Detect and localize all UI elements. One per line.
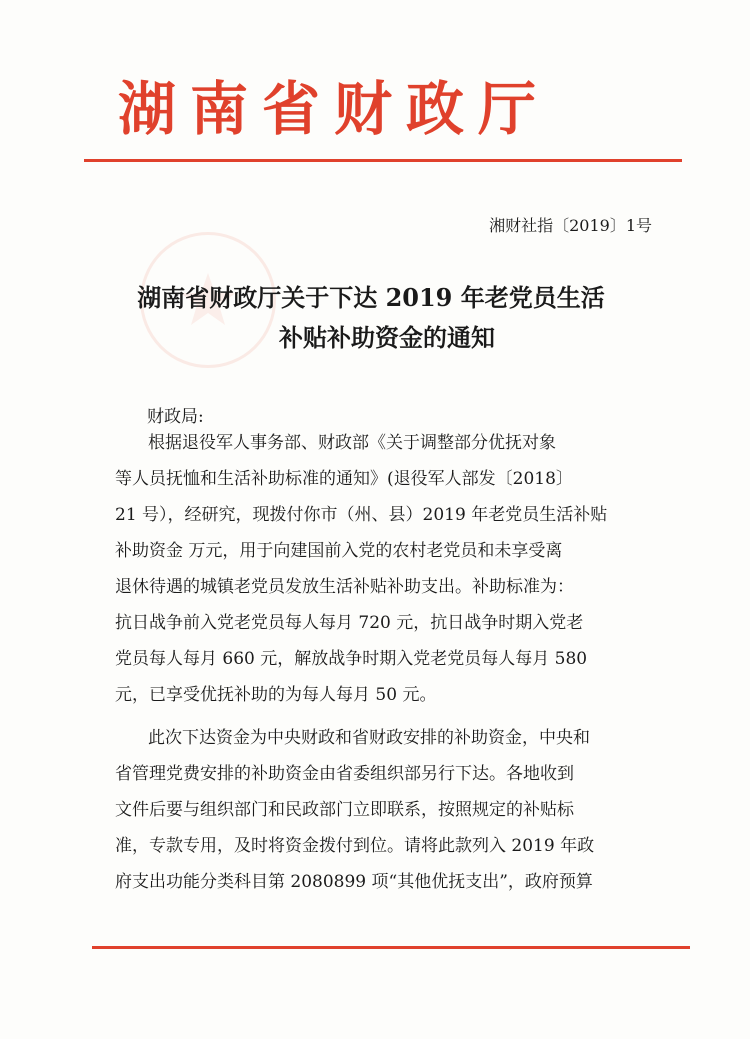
body-text-line: 准，专款专用，及时将资金拨付到位。请将此款列入 2019 年政 [115, 836, 595, 856]
document-title-line-2: 补贴补助资金的通知 [279, 323, 495, 352]
body-text-line: 抗日战争前入党老党员每人每月 720 元，抗日战争时期入党老 [115, 613, 584, 633]
addressee: 财政局: [147, 407, 204, 427]
body-text-line: 退休待遇的城镇老党员发放生活补贴补助支出。补助标准为： [115, 577, 574, 597]
body-text-line: 21 号），经研究，现拨付你市（州、县）2019 年老党员生活补贴 [115, 505, 608, 525]
document-title-line-1: 湖南省财政厅关于下达 2019 年老党员生活 [137, 283, 605, 312]
letterhead-title: 湖南省财政厅 [118, 75, 551, 143]
body-text-line: 党员每人每月 660 元，解放战争时期入党老党员每人每月 580 [115, 649, 588, 669]
letterhead-red-rule [84, 159, 682, 162]
body-text-line: 元，已享受优抚补助的为每人每月 50 元。 [115, 685, 437, 705]
footer-red-rule [92, 946, 690, 949]
body-text-line: 此次下达资金为中央财政和省财政安排的补助资金，中央和 [148, 728, 590, 748]
body-text-line: 补助资金 万元，用于向建国前入党的农村老党员和未享受离 [115, 541, 563, 561]
document-number: 湘财社指〔2019〕1号 [489, 216, 652, 235]
body-text-line: 等人员抚恤和生活补助标准的通知》(退役军人部发〔2018〕 [115, 469, 573, 489]
body-text-line: 文件后要与组织部门和民政部门立即联系，按照规定的补贴标 [115, 800, 574, 820]
body-text-line: 府支出功能分类科目第 2080899 项“其他优抚支出”，政府预算 [115, 872, 593, 892]
body-text-line: 省管理党费安排的补助资金由省委组织部另行下达。各地收到 [115, 764, 574, 784]
body-text-line: 根据退役军人事务部、财政部《关于调整部分优抚对象 [148, 433, 556, 453]
